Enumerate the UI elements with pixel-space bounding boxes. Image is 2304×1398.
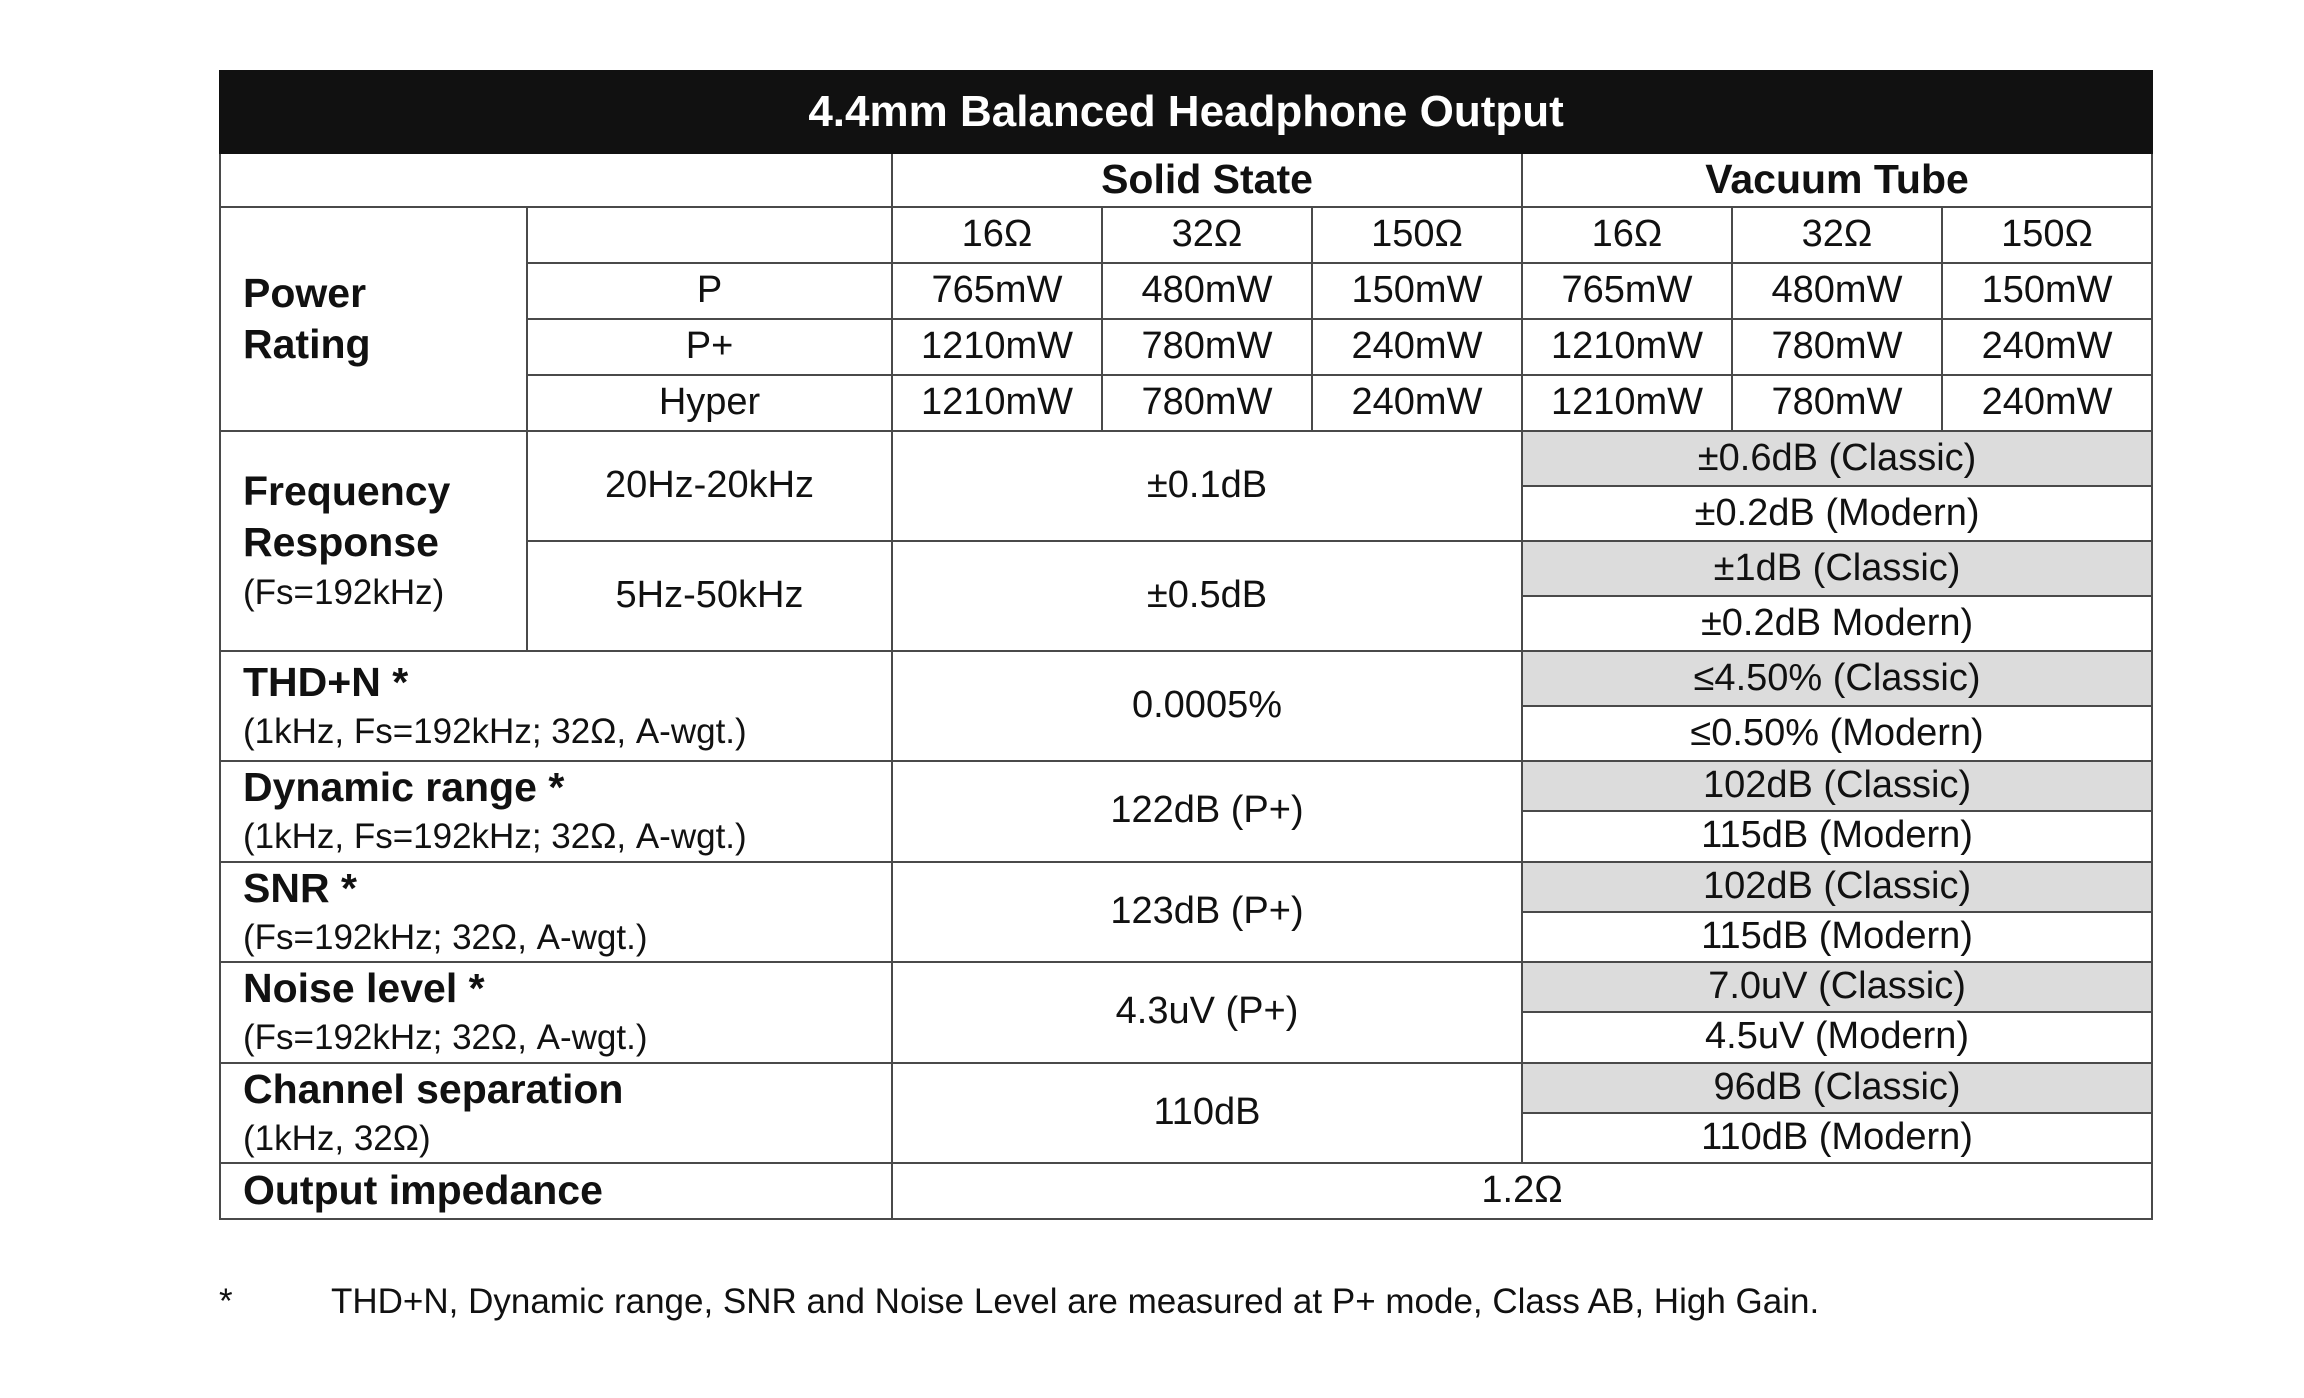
- group-header-row: [220, 153, 2152, 207]
- impedance-header: 16Ω: [892, 207, 1102, 263]
- snr-tube-classic: 102dB (Classic): [1522, 862, 2152, 912]
- power-value: 780mW: [1102, 319, 1312, 375]
- dynamic-tube-classic: 102dB (Classic): [1522, 761, 2152, 811]
- blank-header-cell: [220, 153, 892, 207]
- dynamic-tube-modern: 115dB (Modern): [1522, 811, 2152, 861]
- spec-sub: (1kHz, Fs=192kHz; 32Ω, A-wgt.): [243, 817, 747, 857]
- thd-row-a: [220, 651, 2152, 706]
- title-row: [220, 71, 2152, 153]
- power-mode-label: P: [527, 263, 892, 319]
- footnote: [219, 1282, 1819, 1322]
- power-mode-label: Hyper: [527, 375, 892, 431]
- freq-row-1a: [220, 431, 2152, 486]
- freq-range: 20Hz-20kHz: [527, 431, 892, 541]
- separation-tube-modern: 110dB (Modern): [1522, 1113, 2152, 1163]
- power-value: 765mW: [892, 263, 1102, 319]
- impedance-header: 32Ω: [1102, 207, 1312, 263]
- spec-table: [219, 70, 2153, 1220]
- impedance-row: [220, 207, 2152, 263]
- power-value: 480mW: [1102, 263, 1312, 319]
- spec-label: Dynamic range *: [243, 764, 565, 810]
- dynamic-row-a: [220, 761, 2152, 811]
- separation-row-a: [220, 1063, 2152, 1113]
- thd-tube-classic: ≤4.50% (Classic): [1522, 651, 2152, 706]
- freq-solid-value: ±0.5dB: [892, 541, 1522, 651]
- power-value: 240mW: [1942, 319, 2152, 375]
- power-value: 1210mW: [892, 375, 1102, 431]
- dynamic-range-label: [220, 761, 892, 862]
- power-value: 780mW: [1732, 375, 1942, 431]
- power-value: 1210mW: [892, 319, 1102, 375]
- power-value: 480mW: [1732, 263, 1942, 319]
- freq-tube-classic: ±1dB (Classic): [1522, 541, 2152, 596]
- power-value: 150mW: [1312, 263, 1522, 319]
- power-value: 150mW: [1942, 263, 2152, 319]
- spec-sub: (Fs=192kHz; 32Ω, A-wgt.): [243, 917, 648, 957]
- snr-label: [220, 862, 892, 963]
- noise-tube-modern: 4.5uV (Modern): [1522, 1012, 2152, 1062]
- power-value: 240mW: [1312, 375, 1522, 431]
- freq-tube-modern: ±0.2dB Modern): [1522, 596, 2152, 651]
- snr-row-a: [220, 862, 2152, 912]
- thd-label: [220, 651, 892, 761]
- power-value: 780mW: [1102, 375, 1312, 431]
- snr-solid-value: 123dB (P+): [892, 862, 1522, 963]
- power-value: 1210mW: [1522, 319, 1732, 375]
- output-impedance-value: 1.2Ω: [892, 1163, 2152, 1219]
- channel-separation-label: [220, 1063, 892, 1164]
- frequency-label-line2: Response: [243, 519, 439, 566]
- power-value: 765mW: [1522, 263, 1732, 319]
- output-impedance-label: [220, 1163, 892, 1219]
- impedance-blank-cell: [527, 207, 892, 263]
- impedance-header: 32Ω: [1732, 207, 1942, 263]
- power-value: 240mW: [1312, 319, 1522, 375]
- spec-sub: (Fs=192kHz; 32Ω, A-wgt.): [243, 1018, 648, 1058]
- separation-tube-classic: 96dB (Classic): [1522, 1063, 2152, 1113]
- vacuum-tube-header: Vacuum Tube: [1522, 153, 2152, 207]
- output-impedance-row: [220, 1163, 2152, 1219]
- footnote-mark: *: [219, 1282, 233, 1321]
- thd-tube-modern: ≤0.50% (Modern): [1522, 706, 2152, 761]
- separation-solid-value: 110dB: [892, 1063, 1522, 1164]
- power-value: 240mW: [1942, 375, 2152, 431]
- solid-state-header: Solid State: [892, 153, 1522, 207]
- spec-label: THD+N *: [243, 658, 409, 705]
- freq-tube-modern: ±0.2dB (Modern): [1522, 486, 2152, 541]
- spec-label: Noise level *: [243, 965, 485, 1011]
- noise-tube-classic: 7.0uV (Classic): [1522, 962, 2152, 1012]
- spec-label: SNR *: [243, 864, 357, 911]
- noise-solid-value: 4.3uV (P+): [892, 962, 1522, 1063]
- thd-solid-value: 0.0005%: [892, 651, 1522, 761]
- noise-level-label: [220, 962, 892, 1063]
- spec-label: Output impedance: [243, 1167, 603, 1214]
- frequency-label-line1: Frequency: [243, 468, 451, 515]
- power-value: 1210mW: [1522, 375, 1732, 431]
- spec-label: Channel separation: [243, 1065, 624, 1112]
- impedance-header: 16Ω: [1522, 207, 1732, 263]
- impedance-header: 150Ω: [1312, 207, 1522, 263]
- noise-row-a: [220, 962, 2152, 1012]
- footnote-text: THD+N, Dynamic range, SNR and Noise Level are measured at P+ mode, Class AB, High Gain.: [331, 1282, 1820, 1321]
- impedance-header: 150Ω: [1942, 207, 2152, 263]
- power-rating-label: [220, 207, 527, 431]
- snr-tube-modern: 115dB (Modern): [1522, 912, 2152, 962]
- table-title: 4.4mm Balanced Headphone Output: [220, 71, 2152, 153]
- power-rating-label-line2: Rating: [243, 321, 371, 367]
- frequency-response-label: [220, 431, 527, 651]
- frequency-label-sub: (Fs=192kHz): [243, 572, 445, 612]
- power-mode-label: P+: [527, 319, 892, 375]
- dynamic-solid-value: 122dB (P+): [892, 761, 1522, 862]
- freq-solid-value: ±0.1dB: [892, 431, 1522, 541]
- power-value: 780mW: [1732, 319, 1942, 375]
- spec-sub: (1kHz, Fs=192kHz; 32Ω, A-wgt.): [243, 712, 747, 751]
- spec-sub: (1kHz, 32Ω): [243, 1118, 431, 1158]
- power-rating-label-line1: Power: [243, 269, 367, 316]
- freq-range: 5Hz-50kHz: [527, 541, 892, 651]
- freq-tube-classic: ±0.6dB (Classic): [1522, 431, 2152, 486]
